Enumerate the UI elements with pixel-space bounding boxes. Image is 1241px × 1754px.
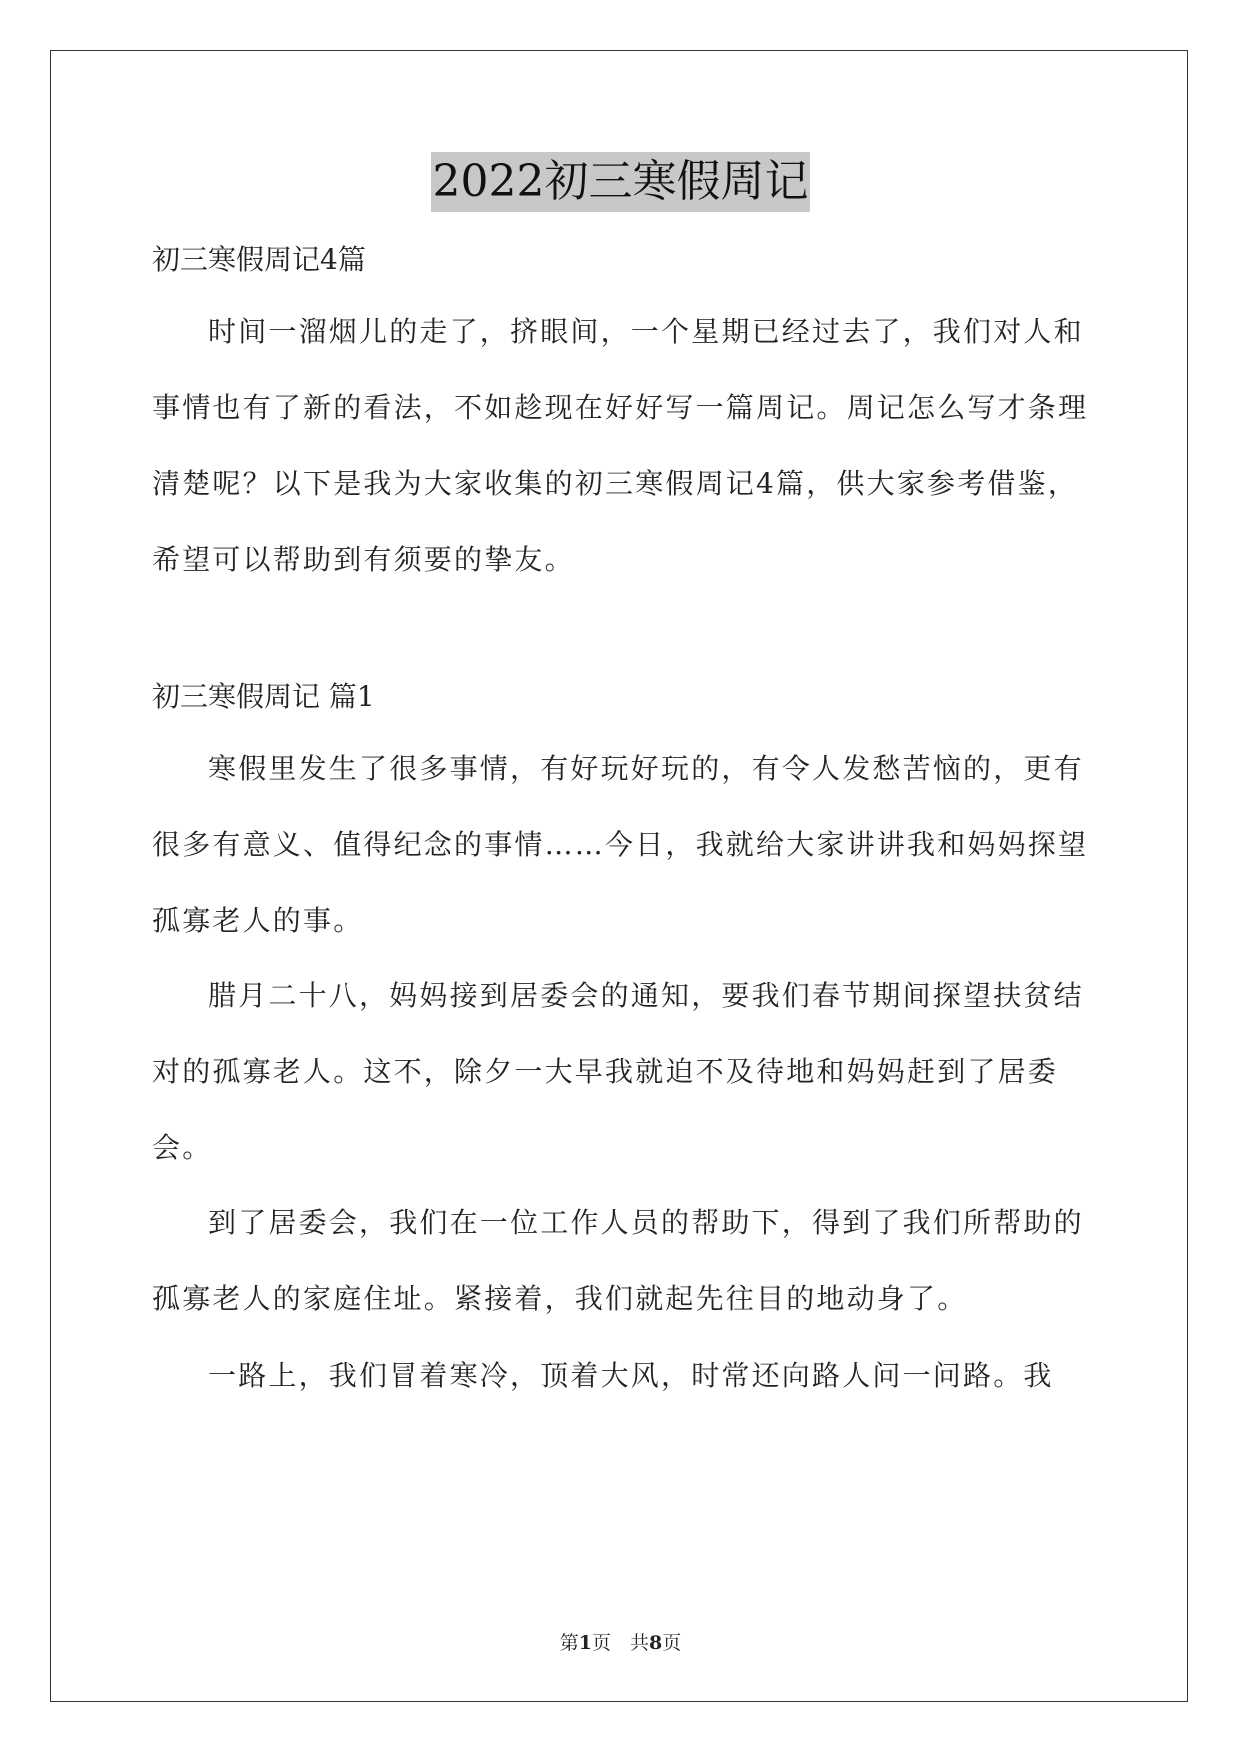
footer-prefix: 第 bbox=[559, 1632, 579, 1654]
body-paragraph-2: 腊月二十八，妈妈接到居委会的通知，要我们春节期间探望扶贫结对的孤寡老人。这不，除夕一大早我就迫不及待地和妈妈赶到了居委会。 bbox=[152, 979, 1084, 1164]
document-title: 2022初三寒假周记 bbox=[431, 152, 811, 212]
intro-paragraph: 时间一溜烟儿的走了，挤眼间，一个星期已经过去了，我们对人和事情也有了新的看法，不如趁现在好好写一篇周记。周记怎么写才条理清楚呢？以下是我为大家收集的初三寒假周记4篇，供大家参考借鉴，希望可以帮助到有须要的挚友。 bbox=[152, 315, 1089, 576]
footer-total-pages: 8 bbox=[649, 1632, 663, 1654]
intro-heading: 初三寒假周记4篇 bbox=[152, 243, 366, 276]
body-paragraph-1: 寒假里发生了很多事情，有好玩好玩的，有令人发愁苦恼的，更有很多有意义、值得纪念的事情……今日，我就给大家讲讲我和妈妈探望孤寡老人的事。 bbox=[152, 752, 1089, 937]
footer-mid: 页 共 bbox=[591, 1632, 649, 1654]
section-heading: 初三寒假周记 篇1 bbox=[152, 680, 375, 713]
body-paragraph-3: 到了居委会，我们在一位工作人员的帮助下，得到了我们所帮助的孤寡老人的家庭住址。紧接着，我们就起先往目的地动身了。 bbox=[152, 1206, 1084, 1315]
footer-suffix: 页 bbox=[662, 1632, 682, 1654]
body-paragraph-4: 一路上，我们冒着寒冷，顶着大风，时常还向路人问一问路。我 bbox=[208, 1359, 1054, 1392]
title-container bbox=[0, 152, 1241, 212]
footer-page-number: 1 bbox=[578, 1632, 592, 1654]
page-footer bbox=[0, 1630, 1241, 1656]
